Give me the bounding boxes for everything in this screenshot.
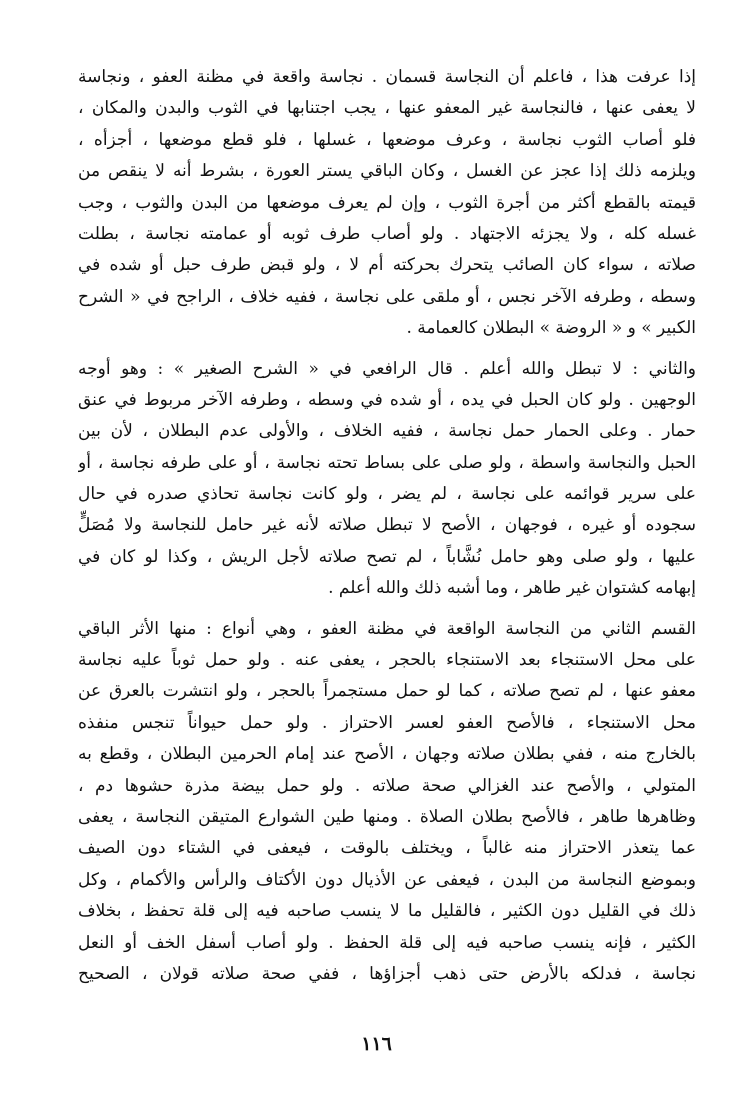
text-line: عليها ، ولو صلى وهو حامل نُشَّاباً ، لم تصح صلاته لأجل الريش ، وكذا لو كان في	[78, 546, 696, 567]
text-line: على محل الاستنجاء بعد الاستنجاء بالحجر ، يعفى عنه . ولو حمل ثوباً عليه نجاسة	[78, 650, 696, 671]
text-line: القسم الثاني من النجاسة الواقعة في مظنة العفو ، وهي أنواع : منها الأثر الباقي	[78, 618, 696, 639]
paragraph-1	[78, 62, 696, 345]
text-line: وبموضع النجاسة من البدن ، فيعفى عن الأذيال دون الأكتاف والرأس والأكمام ، وكل	[78, 869, 696, 890]
text-line: بالخارج منه ، ففي بطلان صلاته وجهان ، الأصح عند إمام الحرمين البطلان ، وقطع به	[78, 744, 696, 765]
text-line: الحبل والنجاسة واسطة ، ولو صلى على بساط تحته نجاسة ، أو على طرفه نجاسة ، أو	[78, 452, 696, 473]
text-line: ذلك في القليل دون الكثير ، فالقليل ما لا ينسب صاحبه فيه إلى قلة تحفظ ، بخلاف	[78, 901, 696, 922]
text-line: الكثير ، فإنه ينسب صاحبه فيه إلى قلة الحفظ . ولو أصاب أسفل الخف أو النعل	[78, 932, 696, 953]
text-line: قيمته بالقطع أكثر من أجرة الثوب ، وإن لم يعرف موضعها من البدن والثوب ، وجب	[78, 192, 696, 213]
text-line: عما يتعذر الاحتراز منه غالباً ، ويختلف بالوقت ، فيعفى في الشتاء دون الصيف	[78, 838, 696, 859]
text-line: الكبير » و « الروضة » البطلان كالعمامة .	[406, 318, 696, 339]
text-line: إبهامه كشتوان غير طاهر ، وما أشبه ذلك والله أعلم .	[328, 578, 696, 599]
page-number: ١١٦	[361, 1033, 392, 1055]
text-line: معفو عنها ، لم تصح صلاته ، كما لو حمل مستجمراً بالحجر ، ولو انتشرت بالعرق عن	[78, 681, 696, 702]
page-body	[78, 62, 696, 990]
paragraph-3	[78, 614, 696, 991]
text-line: وظاهرها طاهر ، فالأصح بطلان الصلاة . ومنها طين الشوارع المتيقن النجاسة ، يعفى	[78, 806, 696, 827]
text-line: حمار . وعلى الحمار حمل نجاسة ، ففيه الخلاف ، والأولى عدم البطلان ، لأن بين	[78, 421, 696, 442]
text-line: ويلزمه ذلك إذا عجز عن الغسل ، وكان الباقي يستر العورة ، بشرط أنه لا ينقص من	[78, 161, 696, 182]
text-line: والثاني : لا تبطل والله أعلم . قال الرافعي في « الشرح الصغير » : وهو أوجه	[78, 358, 696, 379]
text-line: إذا عرفت هذا ، فاعلم أن النجاسة قسمان . نجاسة واقعة في مظنة العفو ، ونجاسة	[78, 67, 696, 87]
text-line: صلاته ، سواء كان الصائب يتحرك بحركته أم لا ، ولو قبض طرف حبل أو شده في	[78, 255, 696, 276]
text-line: سجوده أو غيره ، فوجهان ، الأصح لا تبطل صلاته لأنه غير حامل للنجاسة ولا مُصَلٍّ	[78, 515, 696, 536]
text-line: لا يعفى عنها ، فالنجاسة غير المعفو عنها ، يجب اجتنابها في الثوب والبدن والمكان ،	[78, 98, 696, 119]
text-line: فلو أصاب الثوب نجاسة ، وعرف موضعها ، غسلها ، فلو قطع موضعها ، أجزأه ،	[78, 129, 696, 150]
text-line: محل الاستنجاء ، فالأصح العفو لعسر الاحتراز . ولو حمل حيواناً تنجس منفذه	[78, 712, 696, 733]
text-line: وسطه ، وطرفه الآخر نجس ، أو ملقى على نجاسة ، ففيه خلاف ، الراجح في « الشرح	[78, 286, 696, 307]
text-line: نجاسة ، فدلكه بالأرض حتى ذهب أجزاؤها ، ففي صحة صلاته قولان ، الصحيح	[78, 963, 696, 984]
text-line: الوجهين . ولو كان الحبل في يده ، أو شده في وسطه ، وطرفه الآخر مربوط في عنق	[78, 389, 696, 410]
text-line: غسله كله ، ولا يجزئه الاجتهاد . ولو أصاب طرف ثوبه أو عمامته نجاسة ، بطلت	[78, 223, 696, 244]
text-line: المتولي ، والأصح عند الغزالي صحة صلاته . ولو حمل بيضة مذرة حشوها دم ،	[78, 775, 696, 796]
text-line: على سرير قوائمه على نجاسة ، لم يضر ، ولو كانت نجاسة تحاذي صدره في حال	[78, 484, 696, 505]
paragraph-2	[78, 354, 696, 605]
